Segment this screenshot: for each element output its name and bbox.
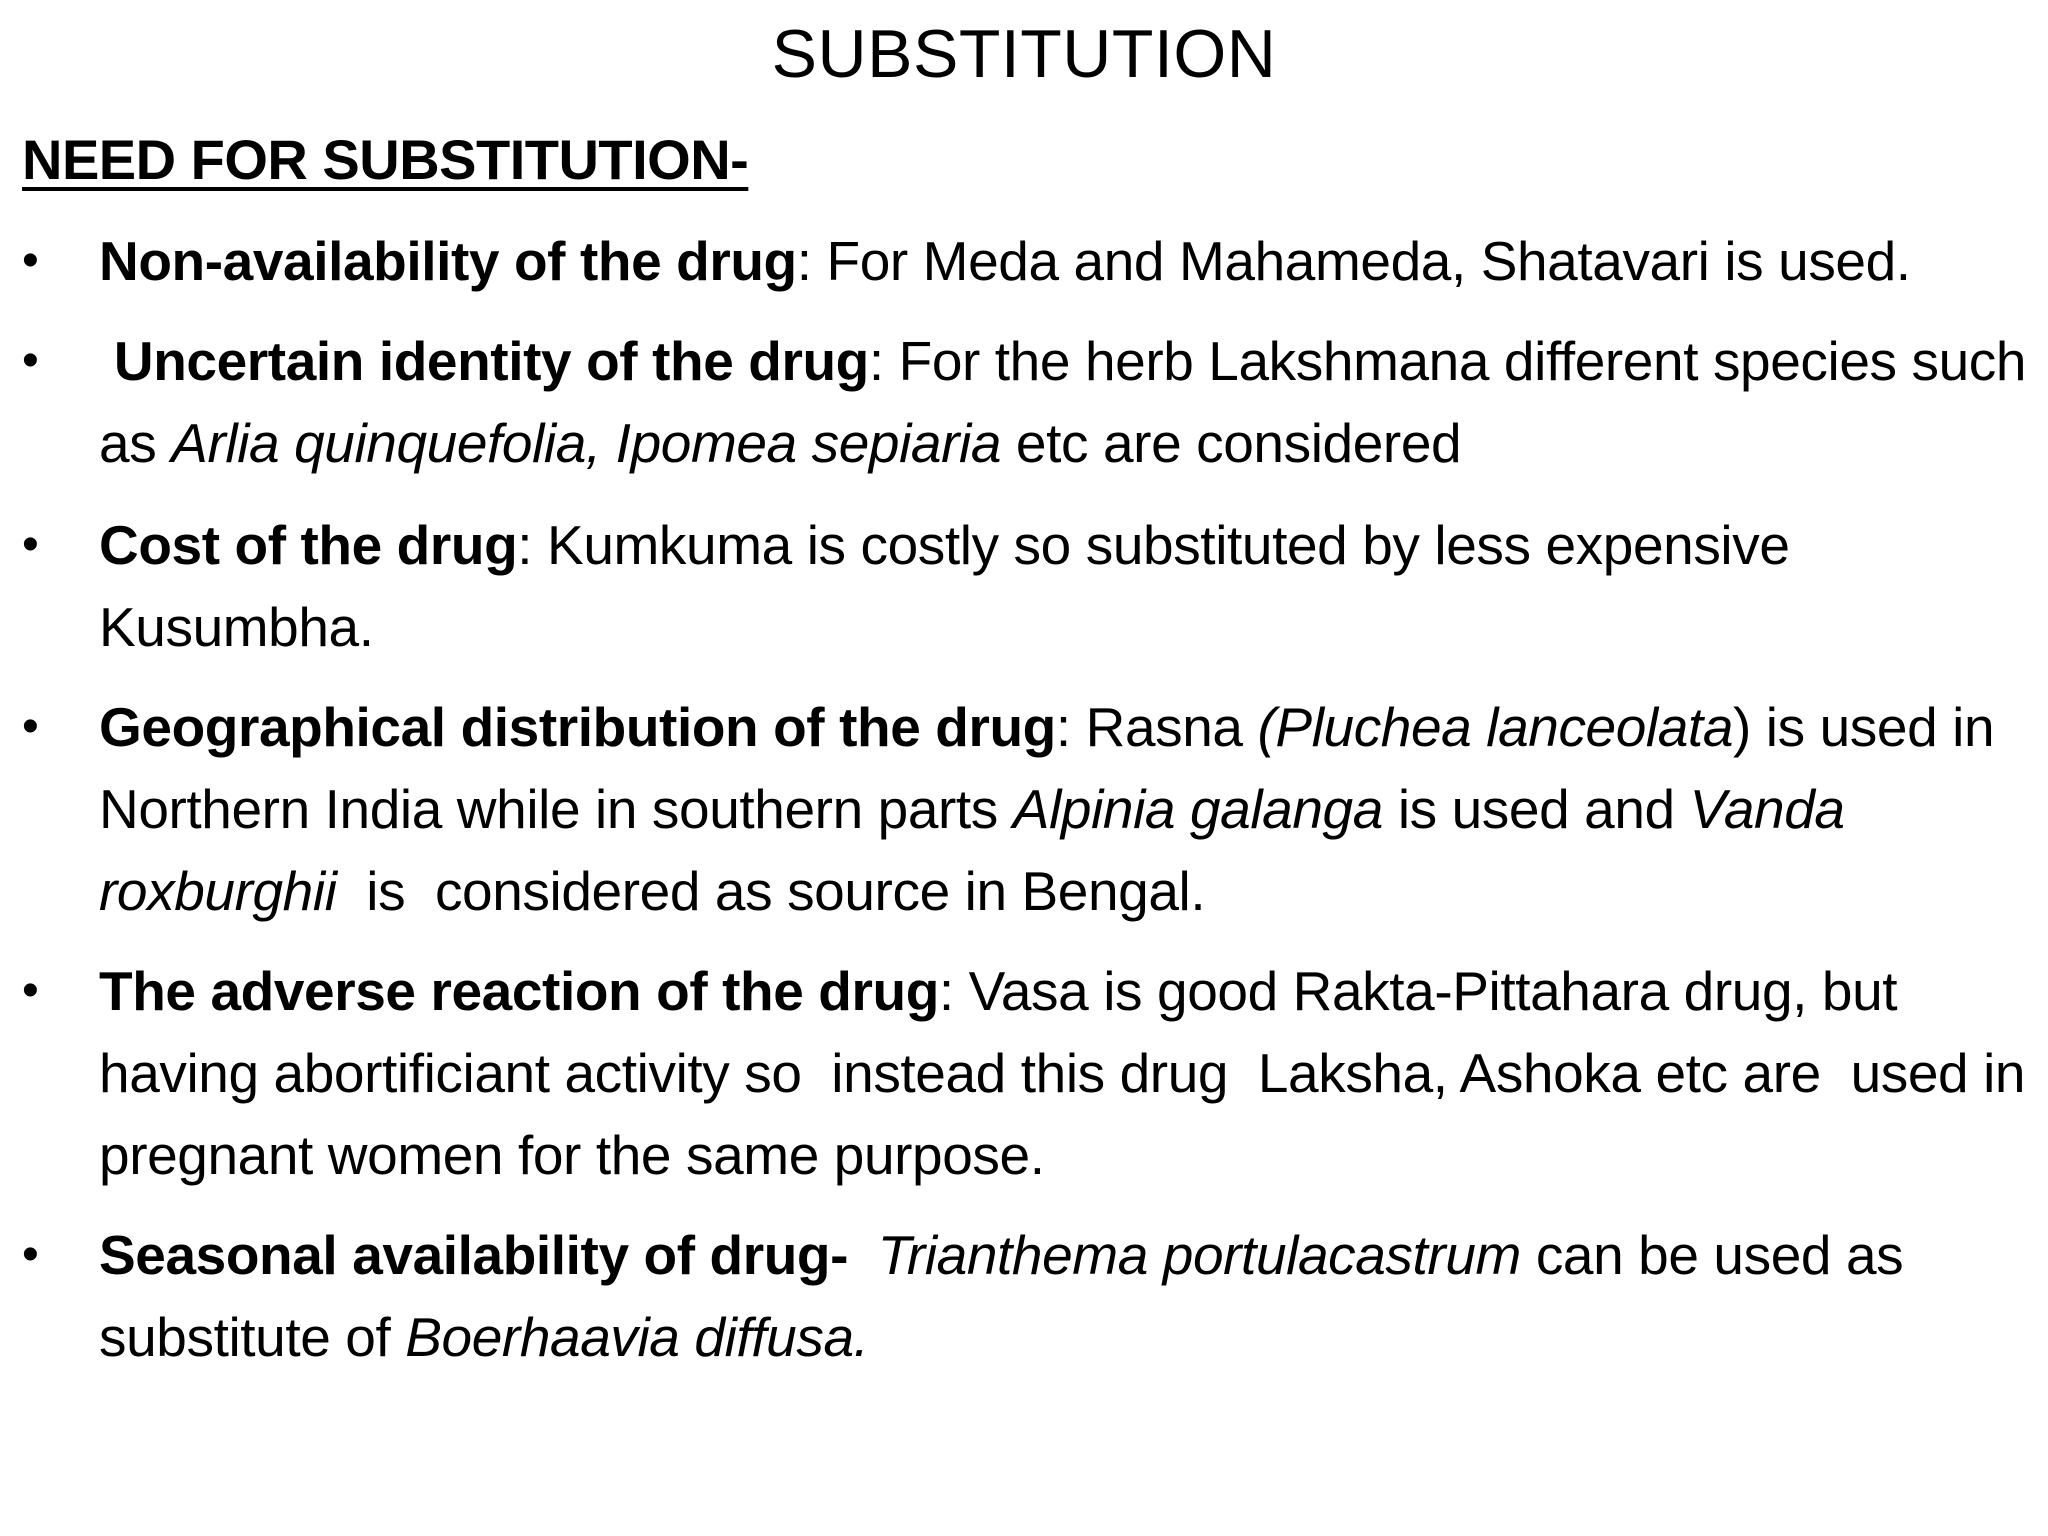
bullet-text: ) is used in Northern India while in southern parts [99, 696, 1995, 840]
bullet-text: is used and [1382, 778, 1690, 840]
bullet-label: Non-availability of the drug [99, 230, 797, 292]
bullet-species-name: Trianthema portulacastrum [877, 1224, 1521, 1286]
bullet-item [0, 220, 2048, 302]
bullet-text: etc are considered [1001, 412, 1462, 474]
bullet-label: Cost of the drug [99, 514, 518, 576]
bullet-text: Rasna [1085, 696, 1258, 758]
bullet-text: For the herb Lakshmana different species such as [99, 330, 2027, 474]
bullet-dot-icon: • [22, 334, 39, 387]
bullet-separator [848, 1224, 878, 1286]
bullet-leading-space [99, 330, 114, 392]
bullet-dot-icon: • [22, 964, 39, 1017]
bullet-text: Vasa is good Rakta-Pittahara drug, but having abortificiant activity so instead this drug Laksha, Ashoka etc are used in pregnant women for the same purpose. [99, 960, 2041, 1186]
bullet-species-name: Alpinia galanga [1012, 778, 1383, 840]
bullet-separator: : [938, 960, 969, 1022]
bullet-dot-icon: • [22, 700, 39, 753]
bullet-label: The adverse reaction of the drug [99, 960, 939, 1022]
bullet-separator: : [868, 330, 899, 392]
bullet-separator: : [1055, 696, 1086, 758]
bullet-species-name: Boerhaavia diffusa. [405, 1306, 869, 1368]
bullet-separator: : [796, 230, 827, 292]
bullet-item [0, 320, 2048, 484]
bullet-item [0, 1214, 2048, 1378]
bullet-species-name: Vanda roxburghii [99, 778, 1845, 922]
bullet-dot-icon: • [22, 234, 39, 287]
bullet-item [0, 504, 2048, 668]
bullet-separator: : [517, 514, 548, 576]
bullet-text: is considered as source in Bengal. [336, 860, 1206, 922]
bullet-dot-icon: • [22, 1228, 39, 1281]
bullet-list [0, 220, 2048, 1396]
bullet-dot-icon: • [22, 518, 39, 571]
bullet-label: Seasonal availability of drug- [99, 1224, 849, 1286]
bullet-text: can be used as substitute of [99, 1224, 1904, 1368]
slide-title: SUBSTITUTION [771, 16, 1277, 92]
bullet-species-name: Arlia quinquefolia, Ipomea sepiaria [171, 412, 1002, 474]
bullet-text: Kumkuma is costly so substituted by less expensive Kusumbha. [99, 514, 1790, 658]
section-heading: NEED FOR SUBSTITUTION- [22, 128, 749, 191]
bullet-item [0, 950, 2048, 1196]
bullet-label: Geographical distribution of the drug [99, 696, 1056, 758]
bullet-item [0, 686, 2048, 932]
bullet-label: Uncertain identity of the drug [113, 330, 869, 392]
bullet-text: For Meda and Mahameda, Shatavari is used. [826, 230, 1911, 292]
bullet-species-name: (Pluchea lanceolata [1257, 696, 1734, 758]
